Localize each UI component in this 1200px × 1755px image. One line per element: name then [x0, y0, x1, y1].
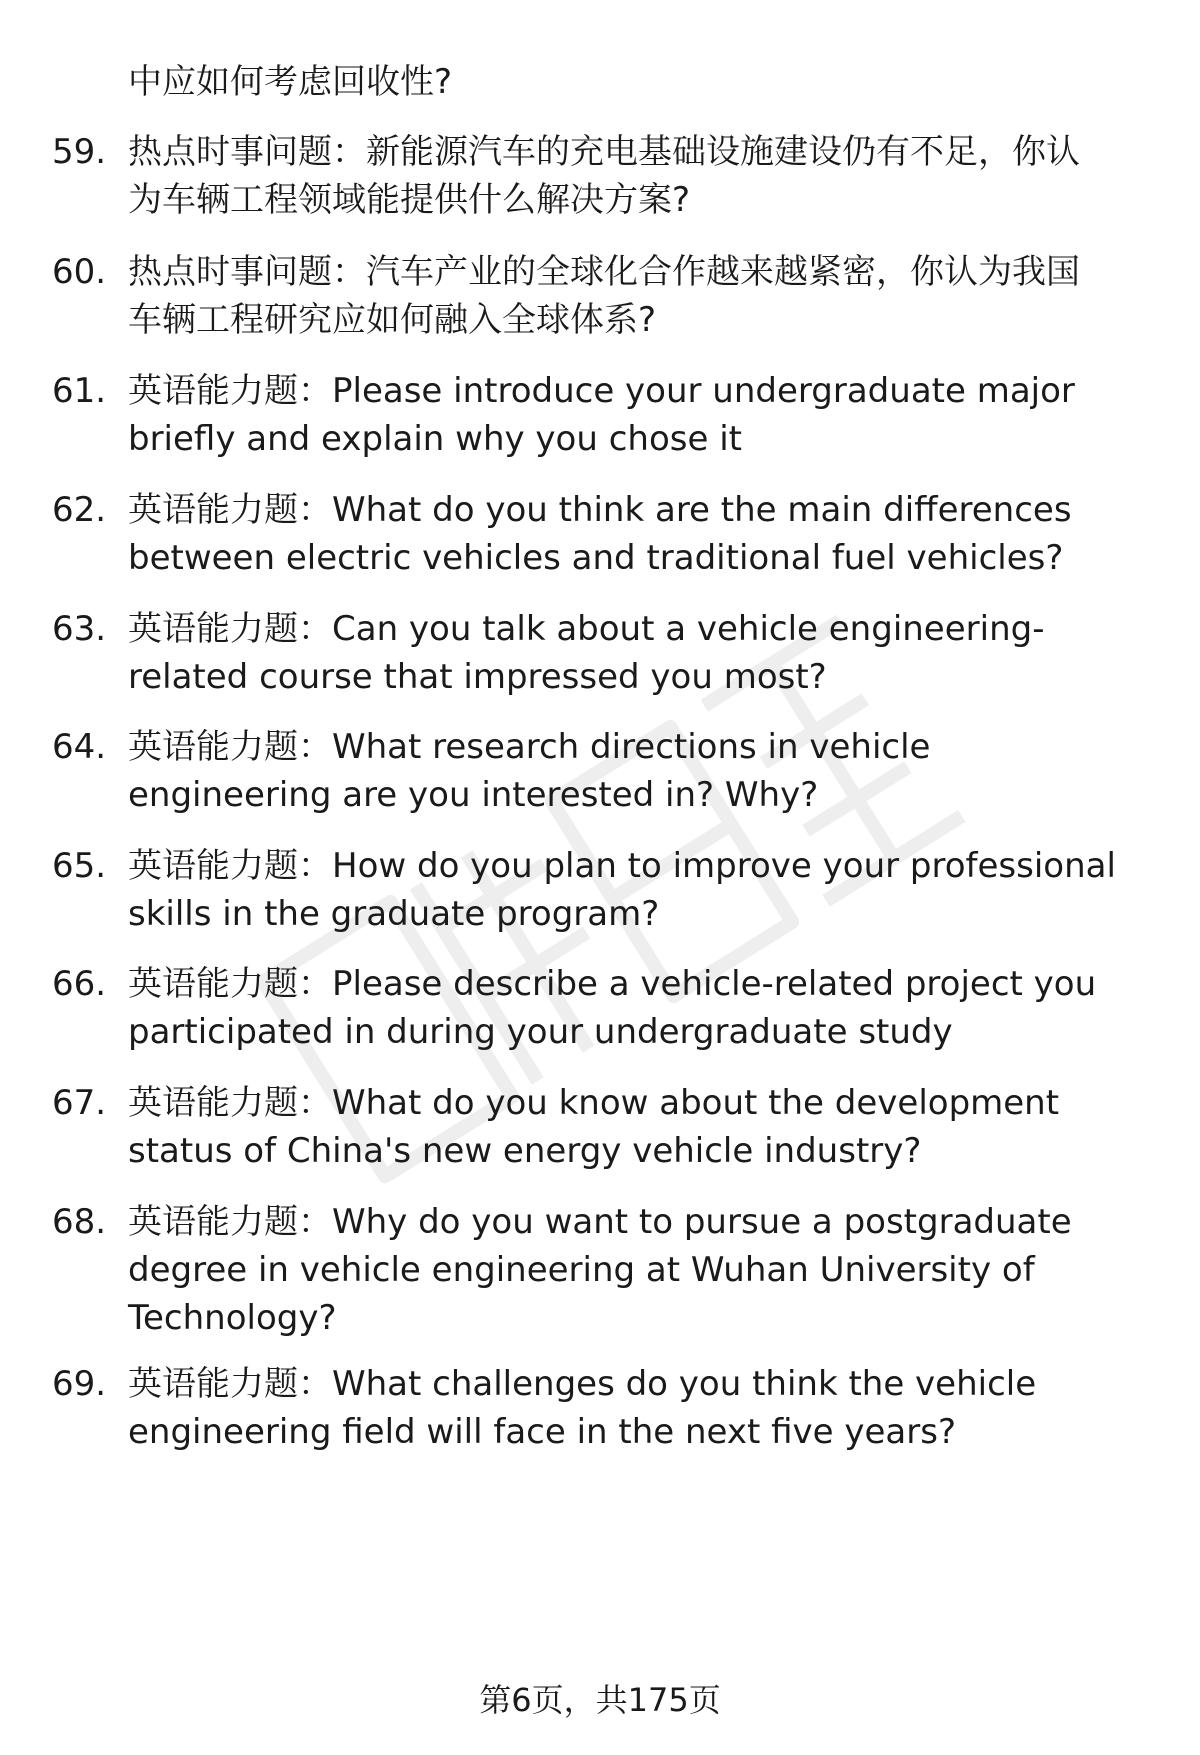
- question-text: [128, 605, 1156, 701]
- question-number: 69.: [52, 1364, 107, 1404]
- question-text-line: related course that impressed you most?: [128, 657, 827, 697]
- question-text-line: 车辆工程研究应如何融入全球体系?: [128, 300, 657, 340]
- question-text-line: 为车辆工程领域能提供什么解决方案?: [128, 180, 691, 220]
- question-text-line: 英语能力题：What do you think are the main differences: [128, 490, 1072, 530]
- question-text-line: status of China's new energy vehicle industry?: [128, 1131, 922, 1171]
- question-text-line: 热点时事问题：新能源汽车的充电基础设施建设仍有不足，你认: [128, 132, 1080, 172]
- question-text: [128, 248, 1156, 344]
- question-number: 66.: [52, 964, 107, 1004]
- question-text: [128, 367, 1156, 463]
- question-text: [128, 1079, 1156, 1175]
- question-number: 65.: [52, 846, 107, 886]
- question-number: 59.: [52, 132, 107, 172]
- question-text-line: 英语能力题：What do you know about the development: [128, 1083, 1060, 1123]
- question-number: 62.: [52, 490, 107, 530]
- question-text-line: 英语能力题：Can you talk about a vehicle engineering-: [128, 609, 1045, 649]
- question-text-line: 英语能力题：Please describe a vehicle-related project you: [128, 964, 1097, 1004]
- question-text: [128, 1360, 1156, 1456]
- question-number: 68.: [52, 1202, 107, 1242]
- question-text-line: skills in the graduate program?: [128, 894, 660, 934]
- question-text: [128, 960, 1156, 1056]
- question-text-line: 英语能力题：What research directions in vehicle: [128, 727, 931, 767]
- question-text-line: Technology?: [128, 1298, 337, 1338]
- question-text-line: 英语能力题：Why do you want to pursue a postgraduate: [128, 1202, 1072, 1242]
- question-text-line: 英语能力题：What challenges do you think the vehicle: [128, 1364, 1037, 1404]
- continuation-line: 中应如何考虑回收性?: [128, 62, 453, 102]
- question-text-line: briefly and explain why you chose it: [128, 419, 742, 459]
- question-text: [128, 1198, 1156, 1342]
- question-text: [128, 723, 1156, 819]
- question-number: 60.: [52, 252, 107, 292]
- question-text-line: 英语能力题：How do you plan to improve your professional: [128, 846, 1116, 886]
- question-text-line: engineering are you interested in? Why?: [128, 775, 819, 815]
- question-text: [128, 842, 1156, 938]
- question-text-line: participated in during your undergraduate study: [128, 1012, 953, 1052]
- question-text-line: 热点时事问题：汽车产业的全球化合作越来越紧密，你认为我国: [128, 252, 1080, 292]
- question-number: 64.: [52, 727, 107, 767]
- question-number: 61.: [52, 371, 107, 411]
- question-number: 67.: [52, 1083, 107, 1123]
- page-footer: 第6页，共175页: [479, 1681, 721, 1719]
- question-text-line: between electric vehicles and traditional fuel vehicles?: [128, 538, 1064, 578]
- question-number: 63.: [52, 609, 107, 649]
- question-text: [128, 486, 1156, 582]
- question-text-line: 英语能力题：Please introduce your undergraduate major: [128, 371, 1075, 411]
- question-text: [128, 128, 1156, 224]
- question-text-line: engineering field will face in the next five years?: [128, 1412, 957, 1452]
- question-text-line: degree in vehicle engineering at Wuhan University of: [128, 1250, 1035, 1290]
